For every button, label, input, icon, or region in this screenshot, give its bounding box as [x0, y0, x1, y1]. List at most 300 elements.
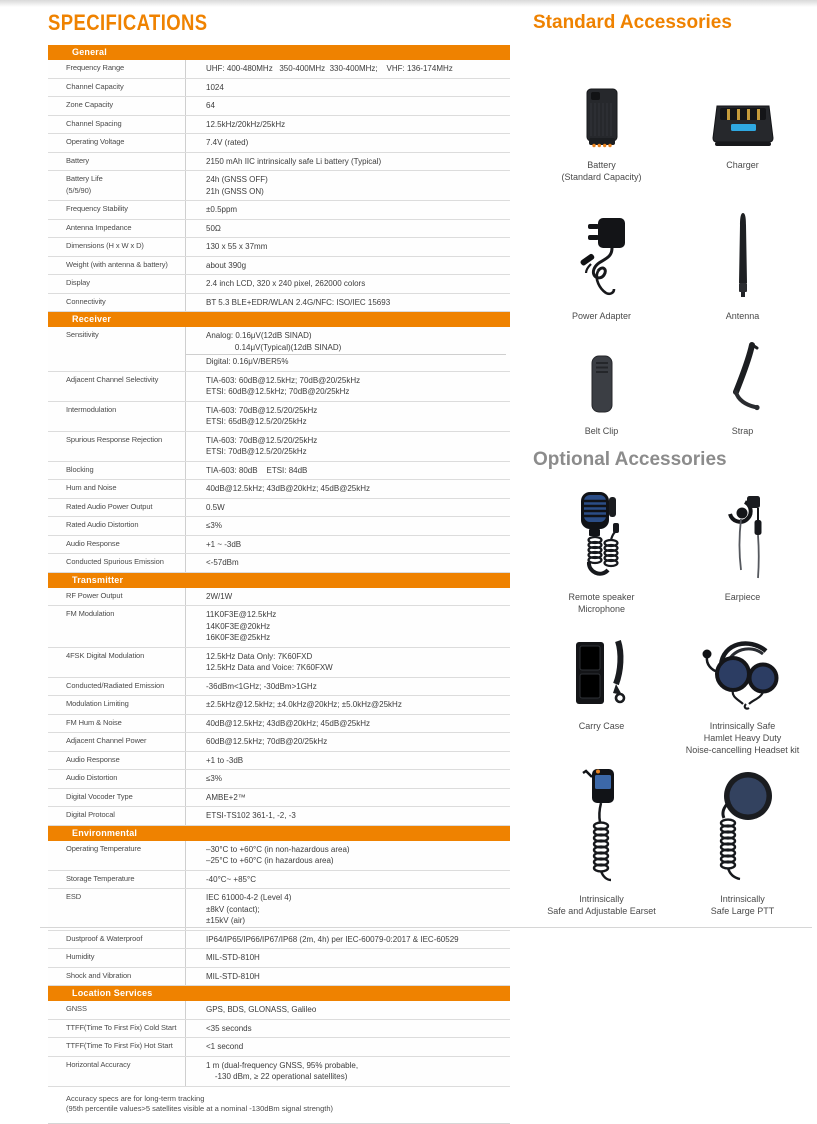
- spec-row: [48, 275, 510, 294]
- spec-value-line: 21h (GNSS ON): [206, 186, 264, 196]
- accessory-label-line: Charger: [726, 160, 759, 170]
- spec-value-line: ETSI: 70dB@12.5/20/25kHz: [206, 447, 307, 456]
- spec-value-line: –30°C to +60°C (in non-hazardous area): [206, 844, 350, 854]
- spec-label: [48, 807, 185, 825]
- spec-row: [48, 752, 510, 771]
- spec-label-line: Dimensions (H x W x D): [66, 241, 144, 250]
- spec-row: [48, 402, 510, 432]
- accessory-label-line: Microphone: [577, 604, 625, 614]
- spec-row: [48, 60, 510, 79]
- spec-value-group: [206, 329, 506, 354]
- spec-value-line: ETSI-TS102 361-1, -2, -3: [206, 811, 296, 820]
- spec-label: [48, 517, 185, 535]
- footnote-line: Accuracy specs are for long-term tracking: [66, 1093, 205, 1103]
- accuracy-footnote: [48, 1087, 510, 1124]
- spec-value-line: ±0.5ppm: [206, 205, 238, 214]
- page-title: SPECIFICATIONS: [48, 10, 208, 35]
- spec-value-group: [206, 951, 506, 965]
- spec-value-line: IEC 61000-4-2 (Level 4): [206, 893, 292, 902]
- spec-value-line: 24h (GNSS OFF): [206, 175, 268, 184]
- earpiece-icon: [717, 488, 769, 580]
- accessory-item: [672, 772, 813, 917]
- spec-value-line: Analog: 0.16μV(12dB SINAD): [206, 331, 312, 340]
- spec-row: [48, 1020, 510, 1039]
- spec-label-line: Battery Life: [66, 174, 103, 183]
- spec-label: [48, 432, 185, 461]
- spec-value-line: 0.5W: [206, 502, 225, 512]
- spec-label: [48, 752, 185, 770]
- spec-value: [185, 499, 510, 517]
- spec-value-group: [206, 240, 506, 254]
- spec-value-group: [206, 1022, 506, 1036]
- spec-value: [185, 841, 510, 870]
- accessory-label: [711, 893, 775, 917]
- spec-value: [185, 789, 510, 807]
- spec-label-line: FM Modulation: [66, 609, 115, 618]
- spec-label: [48, 97, 185, 115]
- accessory-label-line: Carry Case: [578, 721, 625, 731]
- spec-label-line: Digital Protocal: [66, 810, 115, 819]
- spec-value-line: TIA-603: 70dB@12.5/20/25kHz: [206, 405, 318, 415]
- spec-label: [48, 1057, 185, 1086]
- spec-value: [185, 60, 510, 78]
- spec-label-line: Adjacent Channel Power: [66, 736, 147, 745]
- spec-row: [48, 171, 510, 201]
- spec-value-line: –25°C to +60°C (in hazardous area): [206, 856, 334, 865]
- power-adapter-icon: [574, 199, 630, 299]
- spec-value-group: [206, 277, 506, 291]
- spec-label: [48, 275, 185, 293]
- specifications-column: [48, 10, 510, 1124]
- spec-row: [48, 841, 510, 871]
- spec-label-line: Horizontal Accuracy: [66, 1059, 131, 1069]
- accessory-label-line: Intrinsically Safe: [709, 721, 776, 731]
- spec-row: [48, 733, 510, 752]
- spec-value: [185, 1057, 510, 1086]
- spec-label-line: Channel Spacing: [66, 118, 122, 128]
- accessory-label-line: Battery: [587, 160, 616, 170]
- spec-row: [48, 153, 510, 172]
- spec-label: [48, 588, 185, 606]
- spec-value-line: <35 seconds: [206, 1023, 252, 1033]
- accessory-label-line: Power Adapter: [571, 311, 632, 321]
- accessory-label: [561, 159, 641, 183]
- spec-value-line: 14K0F3E@20kHz: [206, 621, 271, 631]
- accessory-label-line: Safe and Adjustable Earset: [547, 906, 656, 916]
- optional-accessories-heading: Optional Accessories: [533, 449, 727, 470]
- spec-value-line: 2W/1W: [206, 591, 233, 601]
- spec-value: [185, 931, 510, 949]
- spec-value-group: [206, 296, 506, 310]
- spec-label-line: Battery: [66, 155, 90, 165]
- accessory-label: [686, 720, 800, 756]
- spec-value: [185, 171, 510, 200]
- spec-value-line: MIL-STD-810H: [206, 953, 260, 962]
- spec-row: [48, 79, 510, 98]
- spec-label-line: Audio Response: [66, 538, 120, 548]
- spec-label: [48, 402, 185, 431]
- spec-label-line: Antenna Impedance: [66, 222, 132, 232]
- spec-value-group: [206, 501, 506, 515]
- spec-label-line: Display: [66, 278, 90, 287]
- spec-label: [48, 201, 185, 219]
- spec-label-line: Zone Capacity: [66, 100, 114, 109]
- spec-row: [48, 134, 510, 153]
- spec-value-group: [206, 62, 506, 76]
- spec-value-group: [206, 754, 506, 768]
- spec-value: [185, 752, 510, 770]
- spec-value-group: [206, 698, 506, 712]
- spec-label-line: Shock and Vibration: [66, 970, 132, 980]
- accessory-label-line: (Standard Capacity): [561, 172, 642, 182]
- spec-row: [48, 871, 510, 890]
- spec-value-line: BT 5.3 BLE+EDR/WLAN 2.4G/NFC: ISO/IEC 15693: [206, 297, 391, 307]
- spec-value-group: [206, 222, 506, 236]
- spec-value: [185, 733, 510, 751]
- spec-label-line: Intermodulation: [66, 404, 117, 414]
- spec-label: [48, 220, 185, 238]
- spec-row: [48, 588, 510, 607]
- spec-label: [48, 372, 185, 401]
- spec-value-line: 40dB@12.5kHz; 43dB@20kHz; 45dB@25kHz: [206, 718, 371, 728]
- spec-label-line: Frequency Stability: [66, 204, 128, 213]
- spec-label: [48, 871, 185, 889]
- spec-value-line: 40dB@12.5kHz; 43dB@20kHz; 45dB@25kHz: [206, 484, 371, 493]
- accessory-label-line: Safe Large PTT: [710, 906, 775, 916]
- accessory-label: [568, 591, 634, 615]
- spec-value: [185, 1001, 510, 1019]
- spec-label-line: Rated Audio Power Output: [66, 501, 153, 511]
- spec-label-line: Audio Distortion: [66, 773, 118, 782]
- spec-value-group: [206, 203, 506, 217]
- spec-row: [48, 949, 510, 968]
- spec-label: [48, 79, 185, 97]
- spec-value-group: [206, 1040, 506, 1054]
- spec-value-group: [186, 354, 506, 369]
- spec-value: [185, 257, 510, 275]
- page-bottom-rule: [40, 927, 812, 928]
- spec-row: [48, 807, 510, 826]
- spec-label-line: Weight (with antenna & battery): [66, 259, 168, 269]
- section-header-transmitter: Transmitter: [48, 573, 510, 588]
- accessory-item: [672, 631, 813, 756]
- spec-value-line: TIA-603: 80dB ETSI: 84dB: [206, 465, 308, 475]
- spec-value-group: [206, 809, 506, 823]
- spec-value: [185, 402, 510, 431]
- footnote-line: (95th percentile values>5 satellites visible at a nominal -130dBm signal strength): [66, 1104, 334, 1113]
- spec-row: [48, 517, 510, 536]
- spec-value: [185, 201, 510, 219]
- spec-value-group: [206, 873, 506, 887]
- spec-value-line: +1 ~ -3dB: [206, 539, 242, 549]
- spec-value: [185, 116, 510, 134]
- spec-label-line: 4FSK Digital Modulation: [66, 650, 145, 660]
- spec-value-group: [206, 717, 506, 731]
- spec-value-line: 11K0F3E@12.5kHz: [206, 610, 277, 619]
- accessory-label: [547, 893, 656, 917]
- spec-value-group: [206, 970, 506, 984]
- page-top-shadow: [0, 0, 817, 7]
- spec-value-group: [206, 173, 506, 198]
- spec-label-line: ESD: [66, 892, 82, 901]
- strap-icon: [722, 338, 764, 414]
- spec-label: [48, 968, 185, 986]
- spec-label: [48, 462, 185, 480]
- accessory-label: [732, 425, 754, 437]
- spec-label: [48, 715, 185, 733]
- remote-speaker-microphone-icon: [574, 488, 630, 580]
- spec-label: [48, 171, 185, 200]
- spec-label-line: TTFF(Time To First Fix) Cold Start: [66, 1022, 177, 1032]
- adjustable-earset-icon: [579, 772, 625, 882]
- spec-value: [185, 807, 510, 825]
- spec-row: [48, 238, 510, 257]
- spec-label-line: Storage Temperature: [66, 873, 135, 883]
- spec-value: [185, 79, 510, 97]
- spec-label-line: Spurious Response Rejection: [66, 434, 163, 444]
- accessory-label: [725, 591, 761, 603]
- spec-value-line: ETSI: 60dB@12.5kHz; 70dB@20/25kHz: [206, 387, 350, 396]
- antenna-icon: [735, 199, 751, 299]
- accessory-item: [531, 338, 672, 437]
- section-header-general: General: [48, 45, 510, 60]
- accessory-item: [531, 772, 672, 917]
- spec-row: [48, 678, 510, 697]
- spec-value-group: [206, 519, 506, 533]
- spec-value: [185, 294, 510, 312]
- large-ptt-icon: [710, 772, 776, 882]
- spec-row: [48, 889, 510, 931]
- spec-label-line: RF Power Output: [66, 590, 123, 600]
- spec-label: [48, 116, 185, 134]
- spec-value-group: [206, 404, 506, 429]
- spec-value-line: <-57dBm: [206, 558, 239, 567]
- spec-value-line: 60dB@12.5kHz; 70dB@20/25kHz: [206, 737, 328, 746]
- spec-label-line: Adjacent Channel Selectivity: [66, 374, 159, 384]
- spec-value-line: Digital: 0.16μV/BER5%: [206, 357, 289, 366]
- spec-value: [185, 432, 510, 461]
- spec-label-line: Operating Voltage: [66, 137, 125, 146]
- spec-row: [48, 432, 510, 462]
- heavy-duty-headset-icon: [703, 631, 783, 709]
- spec-value: [185, 275, 510, 293]
- spec-value-group: [206, 1059, 506, 1084]
- spec-value-line: +1 to -3dB: [206, 755, 244, 765]
- spec-value: [185, 153, 510, 171]
- accessory-item: [531, 488, 672, 615]
- standard-accessories-heading: Standard Accessories: [533, 12, 732, 33]
- spec-value-group: [206, 81, 506, 95]
- spec-label: [48, 60, 185, 78]
- spec-label-line: TTFF(Time To First Fix) Hot Start: [66, 1041, 173, 1050]
- accessory-label: [726, 159, 759, 171]
- spec-value: [185, 648, 510, 677]
- spec-row: [48, 327, 510, 372]
- spec-value-line: 12.5kHz Data and Voice: 7K60FXW: [206, 663, 333, 672]
- spec-value: [185, 220, 510, 238]
- carry-case-icon: [572, 631, 632, 709]
- spec-value-line: ±2.5kHz@12.5kHz; ±4.0kHz@20kHz; ±5.0kHz@25kHz: [206, 700, 402, 709]
- spec-value-group: [206, 891, 506, 928]
- accessory-label: [579, 720, 625, 732]
- spec-label-line: GNSS: [66, 1004, 87, 1013]
- spec-row: [48, 606, 510, 648]
- accessory-label-line: Noise-cancelling Headset kit: [685, 745, 800, 755]
- spec-label-line: Digital Vocoder Type: [66, 791, 133, 801]
- spec-value-line: 130 x 55 x 37mm: [206, 242, 268, 251]
- spec-value: [185, 517, 510, 535]
- spec-label: [48, 554, 185, 572]
- spec-value-line: TIA-603: 60dB@12.5kHz; 70dB@20/25kHz: [206, 375, 361, 385]
- spec-value-line: -40°C~ +85°C: [206, 874, 256, 884]
- spec-row: [48, 554, 510, 573]
- spec-row: [48, 220, 510, 239]
- optional-accessories-grid: [531, 488, 813, 933]
- spec-label: [48, 536, 185, 554]
- spec-row: [48, 499, 510, 518]
- spec-label: [48, 153, 185, 171]
- spec-row: [48, 372, 510, 402]
- accessory-label: [572, 310, 631, 322]
- accessory-item: [672, 64, 813, 183]
- spec-value-group: [206, 590, 506, 604]
- accessory-label: [585, 425, 619, 437]
- spec-label-line: Modulation Limiting: [66, 699, 129, 708]
- spec-value: [185, 97, 510, 115]
- spec-value: [185, 696, 510, 714]
- spec-value-line: 1024: [206, 82, 224, 92]
- spec-label: [48, 1001, 185, 1019]
- spec-value-line: ≤3%: [206, 521, 222, 530]
- spec-value: [185, 715, 510, 733]
- charger-icon: [711, 64, 775, 148]
- spec-label: [48, 949, 185, 967]
- accessory-label-line: Intrinsically: [720, 894, 765, 904]
- spec-label: [48, 889, 185, 930]
- spec-value: [185, 480, 510, 498]
- battery-icon: [584, 64, 620, 148]
- accessory-label-line: Intrinsically: [579, 894, 624, 904]
- accessory-item: [531, 631, 672, 756]
- spec-value-line: 12.5kHz/20kHz/25kHz: [206, 119, 286, 129]
- spec-value-group: [206, 791, 506, 805]
- section-header-location-services: Location Services: [48, 986, 510, 1001]
- spec-label: [48, 327, 185, 371]
- spec-value-group: [206, 680, 506, 694]
- accessory-item: [672, 488, 813, 615]
- spec-value-line: IP64/IP65/IP66/IP67/IP68 (2m, 4h) per IEC-60079-0:2017 & IEC-60529: [206, 934, 459, 944]
- spec-value-group: [206, 136, 506, 150]
- spec-value-line: ±8kV (contact);: [206, 904, 260, 914]
- spec-label-line: Dustproof & Waterproof: [66, 933, 143, 943]
- spec-label: [48, 770, 185, 788]
- spec-label: [48, 733, 185, 751]
- accessory-label: [726, 310, 760, 322]
- accessory-label-line: Hamlet Heavy Duty: [703, 733, 782, 743]
- spec-value-group: [206, 933, 506, 947]
- spec-label: [48, 294, 185, 312]
- spec-label-line: (5/5/90): [66, 185, 92, 195]
- spec-label-line: Humidity: [66, 952, 95, 961]
- spec-row: [48, 294, 510, 313]
- spec-label: [48, 696, 185, 714]
- spec-row: [48, 770, 510, 789]
- spec-label: [48, 648, 185, 677]
- accessory-item: [531, 64, 672, 183]
- spec-row: [48, 648, 510, 678]
- spec-label-line: Conducted/Radiated Emission: [66, 680, 165, 690]
- spec-value-group: [206, 99, 506, 113]
- spec-label: [48, 789, 185, 807]
- standard-accessories-grid: [531, 64, 813, 453]
- spec-row: [48, 968, 510, 987]
- spec-value: [185, 462, 510, 480]
- spec-row: [48, 536, 510, 555]
- spec-label: [48, 134, 185, 152]
- spec-value-line: GPS, BDS, GLONASS, Galileo: [206, 1005, 317, 1014]
- spec-label: [48, 1020, 185, 1038]
- spec-row: [48, 480, 510, 499]
- spec-value-line: 0.14μV(Typical)(12dB SINAD): [206, 342, 342, 352]
- spec-label-line: Channel Capacity: [66, 81, 124, 91]
- accessory-label-line: Earpiece: [724, 592, 761, 602]
- section-header-environmental: Environmental: [48, 826, 510, 841]
- spec-value-group: [206, 608, 506, 645]
- spec-row: [48, 1038, 510, 1057]
- spec-value: [185, 889, 510, 930]
- spec-row: [48, 201, 510, 220]
- spec-value-line: 50Ω: [206, 223, 221, 233]
- spec-value-line: 1 m (dual-frequency GNSS, 95% probable,: [206, 1060, 359, 1070]
- spec-row: [48, 97, 510, 116]
- spec-value: [185, 871, 510, 889]
- spec-value-group: [206, 464, 506, 478]
- spec-label-line: FM Hum & Noise: [66, 717, 122, 727]
- belt-clip-icon: [590, 338, 614, 414]
- spec-value-line: 64: [206, 101, 215, 110]
- spec-label-line: Sensitivity: [66, 330, 99, 339]
- spec-value-line: 2.4 inch LCD, 320 x 240 pixel, 262000 colors: [206, 279, 366, 288]
- spec-value: [185, 327, 510, 371]
- spec-label: [48, 499, 185, 517]
- spec-row: [48, 1001, 510, 1020]
- spec-label: [48, 238, 185, 256]
- spec-label-line: Blocking: [66, 464, 94, 474]
- spec-value-group: [206, 1003, 506, 1017]
- spec-value-group: [206, 650, 506, 675]
- spec-row: [48, 931, 510, 950]
- spec-value-line: MIL-STD-810H: [206, 971, 260, 981]
- spec-value: [185, 134, 510, 152]
- spec-value: [185, 238, 510, 256]
- spec-label-line: Conducted Spurious Emission: [66, 557, 164, 566]
- spec-label-line: Rated Audio Distortion: [66, 520, 139, 529]
- spec-value-line: 16K0F3E@25kHz: [206, 633, 271, 642]
- spec-row: [48, 715, 510, 734]
- spec-value-line: UHF: 400-480MHz 350-400MHz 330-400MHz; VHF: 136-174MHz: [206, 64, 453, 73]
- spec-value-group: [206, 843, 506, 868]
- spec-value: [185, 1020, 510, 1038]
- spec-value-line: AMBE+2™: [206, 792, 246, 802]
- accessory-label-line: Antenna: [725, 311, 760, 321]
- spec-value-line: -36dBm<1GHz; -30dBm>1GHz: [206, 681, 317, 691]
- spec-value-line: <1 second: [206, 1042, 244, 1051]
- spec-value: [185, 678, 510, 696]
- spec-value-line: ≤3%: [206, 774, 222, 783]
- spec-value-line: TIA-603: 70dB@12.5/20/25kHz: [206, 435, 318, 445]
- spec-table: [48, 45, 510, 1087]
- spec-value: [185, 606, 510, 647]
